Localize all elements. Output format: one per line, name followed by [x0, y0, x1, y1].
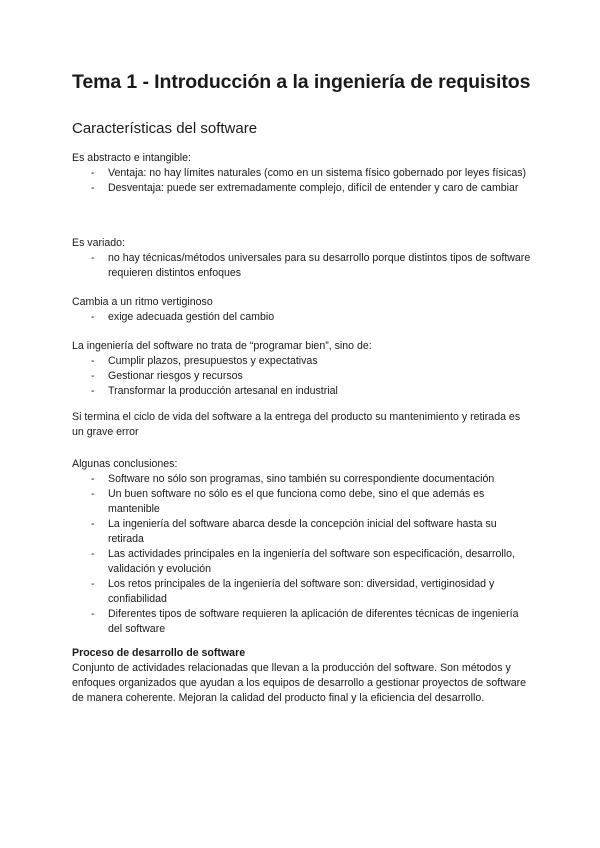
page-title: Tema 1 - Introducción a la ingeniería de requisitos: [72, 71, 531, 93]
section-heading: Características del software: [72, 120, 258, 137]
list-item: - Los retos principales de la ingeniería del software son: diversidad, vertiginosidad y confiabilidad: [72, 577, 532, 607]
bullet-list: [72, 472, 532, 637]
list-item: - Transformar la producción artesanal en industrial: [72, 384, 532, 399]
section-paragraph: Si termina el ciclo de vida del software a la entrega del producto su mantenimiento y retirada es un grave error: [72, 411, 521, 438]
section-process: [72, 646, 532, 706]
list-item: - Gestionar riesgos y recursos: [72, 369, 532, 384]
section-intro: Es variado:: [72, 237, 125, 249]
section-change: [72, 295, 532, 325]
section-intro: Cambia a un ritmo vertiginoso: [72, 296, 213, 308]
list-item: - Software no sólo son programas, sino también su correspondiente documentación: [72, 472, 532, 487]
section-paragraph: Conjunto de actividades relacionadas que llevan a la producción del software. Son métodos y enfoques organizados que ayudan a los equipos de desarrollo a gestionar proyectos de software de manera coherente. Mejoran la calidad del producto final y la eficiencia del desarrollo.: [72, 662, 527, 704]
list-item: - Diferentes tipos de software requieren la aplicación de diferentes técnicas de ingeniería del software: [72, 607, 532, 637]
section-conclusions: [72, 457, 532, 637]
bullet-list: [72, 310, 532, 325]
bullet-list: [72, 251, 532, 281]
list-item: - Ventaja: no hay límites naturales (como en un sistema físico gobernado por leyes físicas): [72, 166, 532, 181]
section-engineering: [72, 339, 532, 399]
list-item: - Desventaja: puede ser extremadamente complejo, difícil de entender y caro de cambiar: [72, 181, 532, 196]
subsection-heading: Proceso de desarrollo de software: [72, 647, 246, 659]
section-intro: Algunas conclusiones:: [72, 458, 178, 470]
list-item: - no hay técnicas/métodos universales para su desarrollo porque distintos tipos de software requieren distintos enfoques: [72, 251, 532, 281]
bullet-list: [72, 354, 532, 399]
section-abstract: [72, 151, 532, 196]
list-item: - La ingeniería del software abarca desde la concepción inicial del software hasta su retirada: [72, 517, 532, 547]
section-varied: [72, 236, 532, 281]
bullet-list: [72, 166, 532, 196]
list-item: - Cumplir plazos, presupuestos y expectativas: [72, 354, 532, 369]
section-lifecycle: [72, 410, 532, 440]
section-intro: La ingeniería del software no trata de “programar bien”, sino de:: [72, 340, 372, 352]
list-item: - exige adecuada gestión del cambio: [72, 310, 532, 325]
list-item: - Un buen software no sólo es el que funciona como debe, sino el que además es mantenible: [72, 487, 532, 517]
list-item: - Las actividades principales en la ingeniería del software son especificación, desarrollo, validación y evolución: [72, 547, 532, 577]
section-intro: Es abstracto e intangible:: [72, 152, 191, 164]
